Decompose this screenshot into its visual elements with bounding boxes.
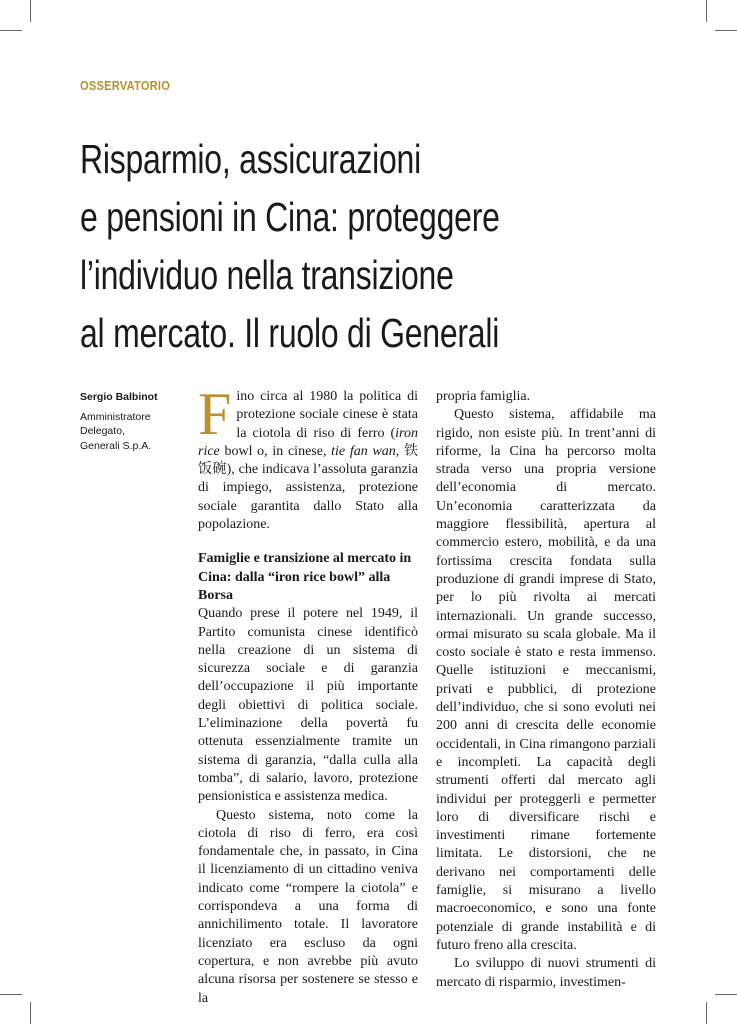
crop-mark (0, 30, 22, 31)
body-paragraph: Quando prese il potere nel 1949, il Partito comunista cinese identificò nella creazione di un sistema di sicurezza sociale e di garanzia dell’occupazione il più importante degli obiettivi di politica sociale. L’eliminazione della povertà fu ottenuta essenzialmente tramite un sistema di garanzia, “dalla culla alla tomba”, di salario, lavoro, protezione pensionistica e assistenza medica. (198, 606, 418, 805)
article-title (80, 130, 500, 362)
title-line: e pensioni in Cina: proteggere (80, 194, 500, 240)
text-column-1 (198, 381, 418, 1008)
crop-mark (715, 30, 737, 31)
author-name: Sergio Balbinot (80, 391, 158, 403)
crop-mark (30, 1002, 31, 1024)
section-label: OSSERVATORIO (80, 78, 171, 93)
crop-mark (706, 1002, 707, 1024)
author-role (80, 410, 190, 454)
crop-mark (715, 994, 737, 995)
text-run: bowl o, in cinese, (219, 443, 332, 459)
title-line: l’individuo nella transizione (80, 252, 454, 298)
body-paragraph: Questo sistema, affidabile ma rigido, non esiste più. In trent’anni di riforme, la Cina ha percorso molta strada verso una propria versione dell’economia di mercato. Un’economia caratterizzata da maggiore flessibilità, apertura al commercio estero, mobilità, e da una fortissima crescita fondata sulla produzione di grandi imprese di Stato, per lo più rivolta ai mercati internazionali. Un grande successo, ormai misurato su scala globale. Ma il costo sociale è stato e resta immenso. Quelle istituzioni e meccanismi, privati e pubblici, di protezione dell’individuo, che si sono evoluti nei 200 anni di crescita delle economie occidentali, in Cina rimangono parziali e incompleti. La capacità degli strumenti offerti dal mercato agli individui per proteggerli e permetter loro di diversificare rischi e investimenti rimane fortemente limitata. Le distorsioni, che ne derivano nei comportamenti delle famiglie, si misurano a livello macroeconomico, e sono una fonte potenziale di grande instabilità e di futuro freno alla crescita. (436, 407, 656, 953)
drop-cap: F (198, 381, 232, 447)
section-subheading: Famiglie e transizione al mercato in Cina: dalla “iron rice bowl” alla Borsa (198, 551, 412, 603)
text-run: , 铁饭碗), che indicava l’assoluta garanzia di impiego, assistenza, protezione sociale garantita dallo Stato alla popolazione. (198, 443, 418, 533)
crop-mark (30, 0, 31, 22)
body-paragraph: propria famiglia. (436, 389, 531, 404)
body-paragraph: Questo sistema, noto come la ciotola di riso di ferro, era così fondamentale che, in passato, in Cina il licenziamento di un cittadino veniva indicato come “rompere la ciotola” e corrispondeva a una forma di annichilimento totale. Il lavoratore licenziato era escluso da ogni copertura, e non avrebbe più avuto alcuna risorsa per sostenere se stesso e la (198, 807, 418, 1006)
crop-mark (0, 994, 22, 995)
text-column-2 (436, 388, 656, 992)
crop-mark (706, 0, 707, 22)
title-line: al mercato. Il ruolo di Generali (80, 310, 500, 356)
author-role-line: Amministratore (80, 410, 151, 423)
intro-paragraph (198, 381, 418, 534)
author-role-line: Generali S.p.A. (80, 439, 152, 452)
body-paragraph: Lo sviluppo di nuovi strumenti di mercato di risparmio, investimen- (436, 956, 656, 990)
author-block (80, 390, 190, 453)
text-run: ino circa al 1980 la politica di protezione sociale cinese è stata la ciotola di riso di ferro ( (236, 389, 418, 441)
italic-term: tie fan wan (331, 443, 396, 459)
italic-term: iron rice (198, 425, 418, 459)
author-role-line: Delegato, (80, 425, 125, 437)
title-line: Risparmio, assicurazioni (80, 136, 421, 182)
